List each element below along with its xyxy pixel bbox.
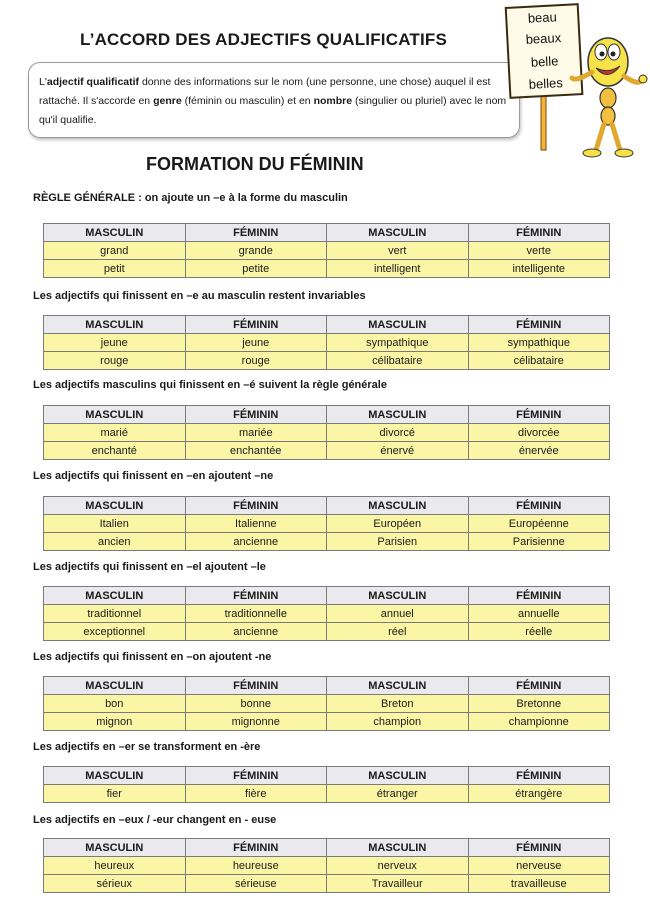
- adjective-cell: étranger: [327, 785, 469, 803]
- column-header: FÉMININ: [185, 406, 327, 424]
- table-row: [44, 533, 610, 551]
- column-header: MASCULIN: [327, 316, 469, 334]
- adjective-cell: heureux: [44, 857, 186, 875]
- adjective-cell: Parisienne: [468, 533, 610, 551]
- column-header: FÉMININ: [185, 677, 327, 695]
- adjective-cell: divorcé: [327, 424, 469, 442]
- column-header: MASCULIN: [327, 677, 469, 695]
- adjective-cell: enchantée: [185, 442, 327, 460]
- column-header: FÉMININ: [185, 767, 327, 785]
- intro-term-genre: genre: [153, 95, 182, 107]
- adjective-cell: bonne: [185, 695, 327, 713]
- adjective-cell: exceptionnel: [44, 623, 186, 641]
- adjective-table: [43, 676, 610, 731]
- column-header: MASCULIN: [44, 767, 186, 785]
- adjective-cell: nerveux: [327, 857, 469, 875]
- adjective-cell: mignon: [44, 713, 186, 731]
- adjective-cell: championne: [468, 713, 610, 731]
- intro-text: (singulier ou pluriel) avec le nom qu'il qualifie.: [39, 95, 507, 126]
- rule-heading: Les adjectifs en –er se transforment en -ère: [33, 741, 261, 753]
- column-header: FÉMININ: [468, 839, 610, 857]
- column-header: FÉMININ: [185, 224, 327, 242]
- table-row: [44, 695, 610, 713]
- column-header: MASCULIN: [44, 587, 186, 605]
- intro-text: (féminin ou masculin) et en: [181, 95, 314, 107]
- adjective-cell: Européenne: [468, 515, 610, 533]
- table-row: [44, 260, 610, 278]
- adjective-cell: annuel: [327, 605, 469, 623]
- column-header: FÉMININ: [185, 316, 327, 334]
- table-row: [44, 785, 610, 803]
- adjective-cell: ancienne: [185, 533, 327, 551]
- intro-term-nombre: nombre: [313, 95, 353, 107]
- adjective-cell: grand: [44, 242, 186, 260]
- adjective-table: [43, 405, 610, 460]
- column-header: MASCULIN: [327, 767, 469, 785]
- section-title: FORMATION DU FÉMININ: [146, 154, 364, 174]
- mascot-illustration: [500, 0, 650, 160]
- adjective-cell: Européen: [327, 515, 469, 533]
- adjective-cell: marié: [44, 424, 186, 442]
- column-header: MASCULIN: [44, 677, 186, 695]
- adjective-table: [43, 315, 610, 370]
- table-row: [44, 875, 610, 893]
- adjective-cell: énervée: [468, 442, 610, 460]
- column-header: MASCULIN: [44, 497, 186, 515]
- adjective-cell: énervé: [327, 442, 469, 460]
- adjective-cell: célibataire: [468, 352, 610, 370]
- adjective-cell: mignonne: [185, 713, 327, 731]
- table-header-row: [44, 587, 610, 605]
- table-row: [44, 713, 610, 731]
- adjective-cell: travailleuse: [468, 875, 610, 893]
- table-header-row: [44, 224, 610, 242]
- table-header-row: [44, 406, 610, 424]
- table-row: [44, 623, 610, 641]
- adjective-table: [43, 223, 610, 278]
- adjective-cell: étrangère: [468, 785, 610, 803]
- rule-heading: Les adjectifs qui finissent en –e au masculin restent invariables: [33, 290, 366, 302]
- column-header: MASCULIN: [327, 406, 469, 424]
- rule-heading: Les adjectifs masculins qui finissent en –é suivent la règle générale: [33, 379, 387, 391]
- table-row: [44, 334, 610, 352]
- adjective-cell: intelligente: [468, 260, 610, 278]
- intro-text: L': [39, 76, 47, 88]
- intro-term-adjectif: adjectif qualificatif: [46, 76, 140, 88]
- adjective-cell: Breton: [327, 695, 469, 713]
- table-header-row: [44, 677, 610, 695]
- sign-word: belle: [530, 53, 559, 70]
- table-header-row: [44, 497, 610, 515]
- adjective-table: [43, 766, 610, 803]
- page-title: L’ACCORD DES ADJECTIFS QUALIFICATIFS: [80, 30, 448, 49]
- adjective-cell: annuelle: [468, 605, 610, 623]
- table-row: [44, 605, 610, 623]
- table-row: [44, 424, 610, 442]
- adjective-cell: jeune: [44, 334, 186, 352]
- column-header: FÉMININ: [185, 839, 327, 857]
- rule-heading: Les adjectifs qui finissent en –el ajoutent –le: [33, 561, 266, 573]
- column-header: FÉMININ: [468, 587, 610, 605]
- adjective-table: [43, 838, 610, 893]
- sign-word: belles: [528, 75, 564, 92]
- intro-box: [28, 62, 520, 138]
- adjective-cell: petit: [44, 260, 186, 278]
- adjective-cell: réel: [327, 623, 469, 641]
- adjective-cell: nerveuse: [468, 857, 610, 875]
- rule-heading: Les adjectifs qui finissent en –on ajoutent -ne: [33, 651, 272, 663]
- adjective-cell: sérieux: [44, 875, 186, 893]
- column-header: MASCULIN: [44, 406, 186, 424]
- column-header: MASCULIN: [327, 839, 469, 857]
- column-header: FÉMININ: [185, 497, 327, 515]
- column-header: MASCULIN: [44, 839, 186, 857]
- column-header: MASCULIN: [327, 497, 469, 515]
- table-header-row: [44, 767, 610, 785]
- column-header: FÉMININ: [468, 224, 610, 242]
- adjective-cell: réelle: [468, 623, 610, 641]
- table-row: [44, 515, 610, 533]
- adjective-cell: petite: [185, 260, 327, 278]
- adjective-cell: Bretonne: [468, 695, 610, 713]
- adjective-cell: jeune: [185, 334, 327, 352]
- rule-heading: Les adjectifs qui finissent en –en ajoutent –ne: [33, 470, 274, 482]
- sign-word: beaux: [525, 30, 562, 47]
- adjective-cell: divorcée: [468, 424, 610, 442]
- rule-heading: Les adjectifs en –eux / -eur changent en - euse: [33, 814, 277, 826]
- adjective-cell: ancienne: [185, 623, 327, 641]
- table-row: [44, 352, 610, 370]
- adjective-cell: fière: [185, 785, 327, 803]
- adjective-cell: Parisien: [327, 533, 469, 551]
- adjective-cell: grande: [185, 242, 327, 260]
- rule-heading: RÈGLE GÉNÉRALE : on ajoute un –e à la forme du masculin: [33, 192, 348, 204]
- column-header: FÉMININ: [185, 587, 327, 605]
- column-header: FÉMININ: [468, 677, 610, 695]
- adjective-cell: traditionnel: [44, 605, 186, 623]
- table-header-row: [44, 839, 610, 857]
- mascot-head: [588, 38, 628, 86]
- adjective-cell: vert: [327, 242, 469, 260]
- sign-word: beau: [527, 9, 558, 26]
- column-header: MASCULIN: [327, 587, 469, 605]
- adjective-cell: bon: [44, 695, 186, 713]
- table-row: [44, 442, 610, 460]
- adjective-cell: sympathique: [327, 334, 469, 352]
- column-header: FÉMININ: [468, 497, 610, 515]
- adjective-table: [43, 586, 610, 641]
- adjective-table: [43, 496, 610, 551]
- adjective-cell: fier: [44, 785, 186, 803]
- adjective-cell: célibataire: [327, 352, 469, 370]
- column-header: MASCULIN: [44, 224, 186, 242]
- adjective-cell: heureuse: [185, 857, 327, 875]
- adjective-cell: enchanté: [44, 442, 186, 460]
- adjective-cell: ancien: [44, 533, 186, 551]
- adjective-cell: verte: [468, 242, 610, 260]
- adjective-cell: intelligent: [327, 260, 469, 278]
- table-row: [44, 242, 610, 260]
- adjective-cell: mariée: [185, 424, 327, 442]
- column-header: FÉMININ: [468, 767, 610, 785]
- adjective-cell: traditionnelle: [185, 605, 327, 623]
- column-header: MASCULIN: [327, 224, 469, 242]
- column-header: FÉMININ: [468, 406, 610, 424]
- adjective-cell: Travailleur: [327, 875, 469, 893]
- adjective-cell: rouge: [185, 352, 327, 370]
- adjective-cell: sympathique: [468, 334, 610, 352]
- adjective-cell: sérieuse: [185, 875, 327, 893]
- column-header: MASCULIN: [44, 316, 186, 334]
- table-header-row: [44, 316, 610, 334]
- adjective-cell: champion: [327, 713, 469, 731]
- adjective-cell: Italienne: [185, 515, 327, 533]
- table-row: [44, 857, 610, 875]
- adjective-cell: Italien: [44, 515, 186, 533]
- column-header: FÉMININ: [468, 316, 610, 334]
- adjective-cell: rouge: [44, 352, 186, 370]
- intro-text: donne des informations sur le nom (une personne, une chose) auquel il est rattaché. Il s'accorde en: [39, 76, 491, 107]
